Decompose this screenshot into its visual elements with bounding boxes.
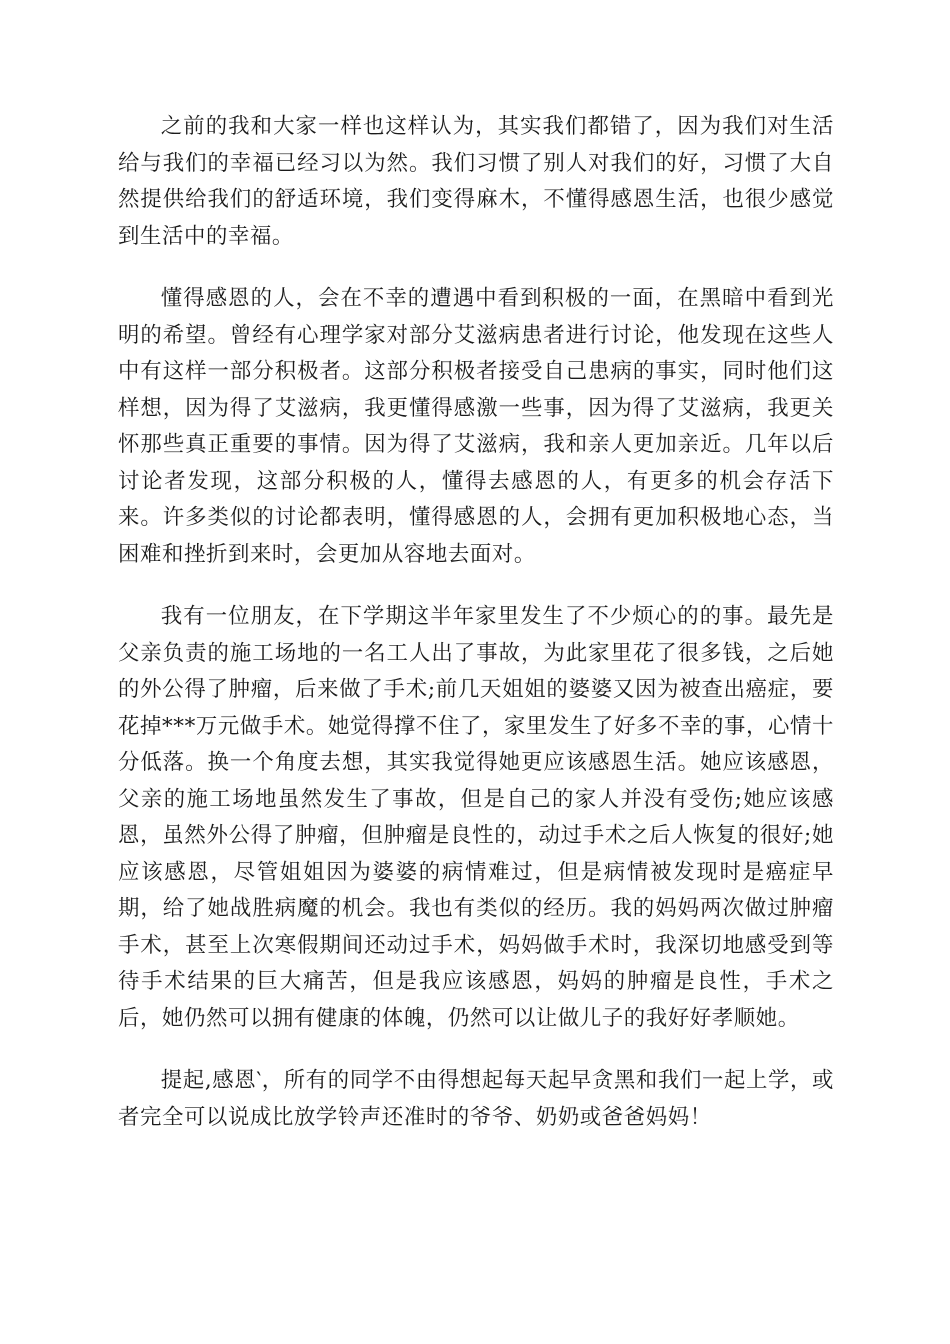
paragraph-aids-study: 懂得感恩的人，会在不幸的遭遇中看到积极的一面，在黑暗中看到光明的希望。曾经有心理学家对部分艾滋病患者进行讨论，他发现在这些人中有这样一部分积极者。这部分积极者接受自己患病的事实，同时他们这样想，因为得了艾滋病，我更懂得感激一些事，因为得了艾滋病，我更关怀那些真正重要的事情。因为得了艾滋病，我和亲人更加亲近。几年以后讨论者发现，这部分积极的人，懂得去感恩的人，有更多的机会存活下来。许多类似的讨论都表明，懂得感恩的人，会拥有更加积极地心态，当困难和挫折到来时，会更加从容地去面对。	[118, 286, 834, 567]
document-body	[118, 109, 834, 1162]
paragraph-gratitude-habit: 之前的我和大家一样也这样认为，其实我们都错了，因为我们对生活给与我们的幸福已经习以为然。我们习惯了别人对我们的好，习惯了大自然提供给我们的舒适环境，我们变得麻木，不懂得感恩生活，也很少感觉到生活中的幸福。	[118, 114, 834, 249]
paragraph-family-gratitude: 提起,感恩‵，所有的同学不由得想起每天起早贪黑和我们一起上学，或者完全可以说成比放学铃声还准时的爷爷、奶奶或爸爸妈妈！	[118, 1068, 834, 1130]
paragraph-friend-story: 我有一位朋友，在下学期这半年家里发生了不少烦心的的事。最先是父亲负责的施工场地的一名工人出了事故，为此家里花了很多钱，之后她的外公得了肿瘤，后来做了手术;前几天姐姐的婆婆又因为被查出癌症，要花掉***万元做手术。她觉得撑不住了，家里发生了好多不幸的事，心情十分低落。换一个角度去想，其实我觉得她更应该感恩生活。她应该感恩，父亲的施工场地虽然发生了事故，但是自己的家人并没有受伤;她应该感恩，虽然外公得了肿瘤，但肿瘤是良性的，动过手术之后人恢复的很好;她应该感恩，尽管姐姐因为婆婆的病情难过，但是病情被发现时是癌症早期，给了她战胜病魔的机会。我也有类似的经历。我的妈妈两次做过肿瘤手术，甚至上次寒假期间还动过手术，妈妈做手术时，我深切地感受到等待手术结果的巨大痛苦，但是我应该感恩，妈妈的肿瘤是良性，手术之后，她仍然可以拥有健康的体魄，仍然可以让做儿子的我好好孝顺她。	[118, 604, 834, 1031]
